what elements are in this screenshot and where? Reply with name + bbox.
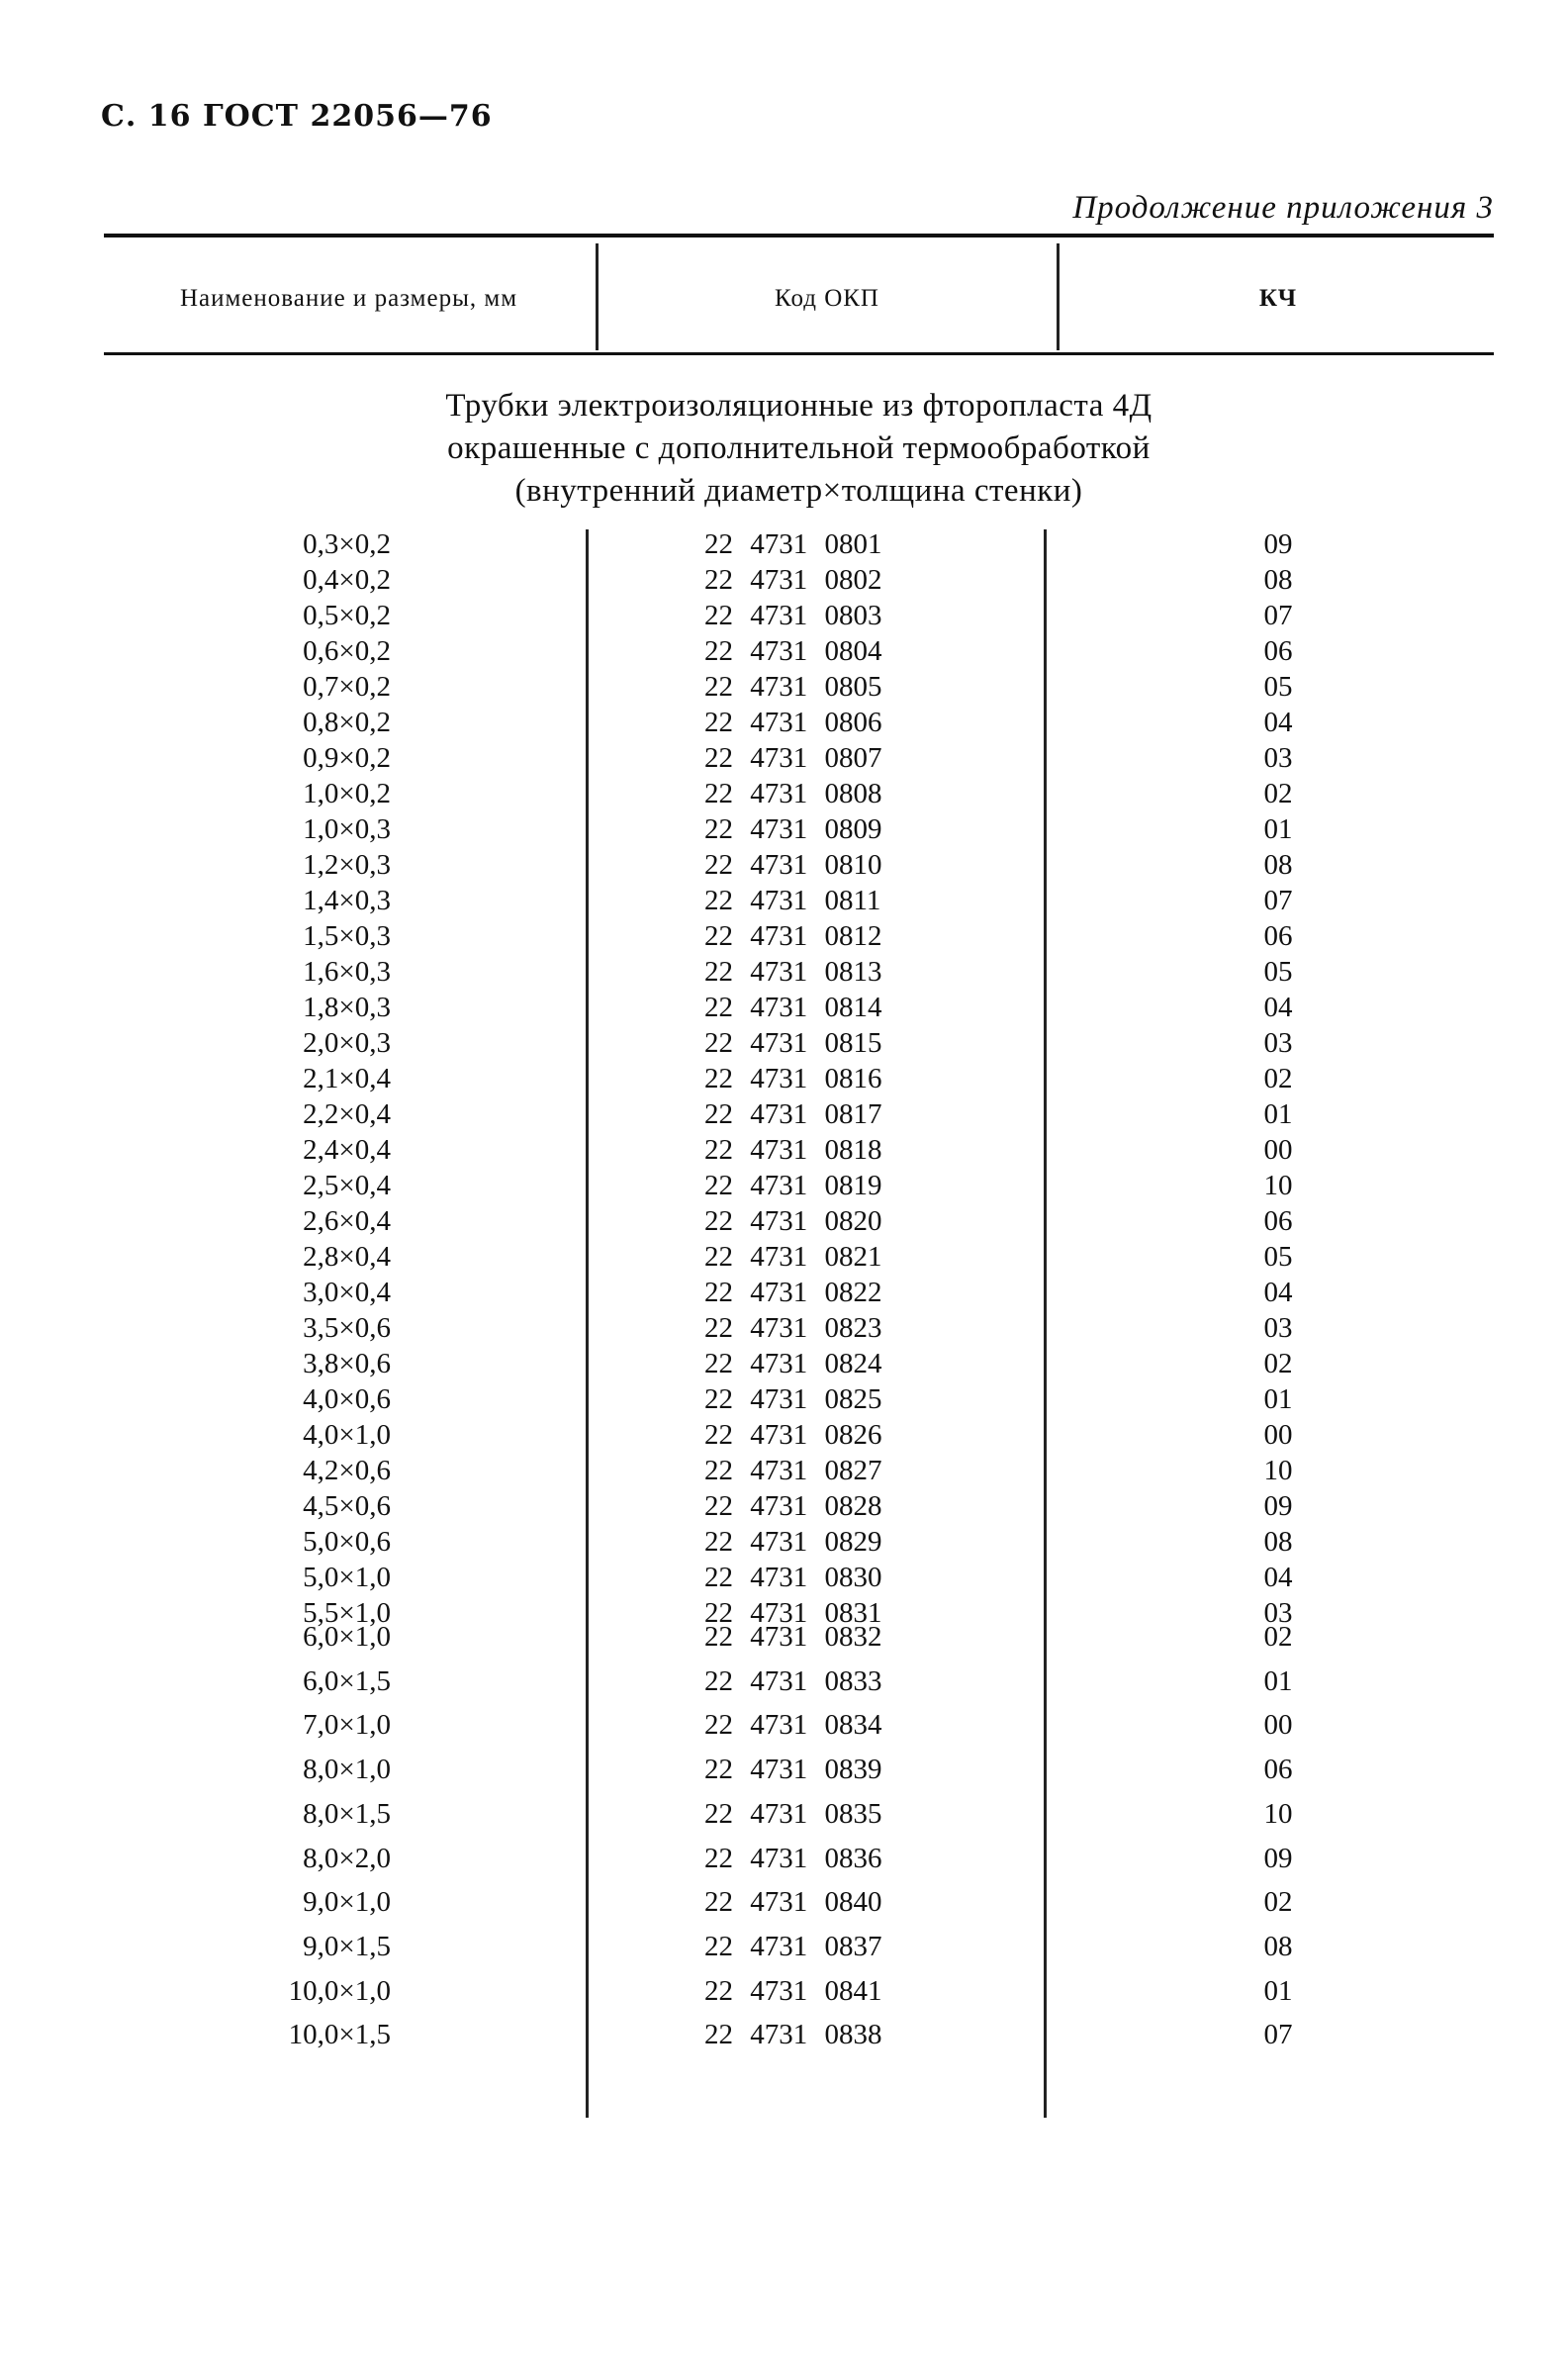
okp-code-cell: 22 4731 0830 [704, 1562, 882, 1593]
continuation-note: Продолжение приложения 3 [1072, 190, 1494, 226]
section-caption-line-3: (внутренний диаметр×толщина стенки) [514, 473, 1083, 509]
kch-cell: 10 [1263, 1797, 1293, 1830]
size-cell: 9,0×1,0 [303, 1886, 391, 1919]
kch-cell: 05 [1263, 671, 1293, 703]
kch-cell: 03 [1263, 1312, 1293, 1344]
size-cell: 8,0×2,0 [303, 1842, 391, 1874]
okp-code-cell: 22 4731 0816 [704, 1063, 882, 1094]
okp-code-cell: 22 4731 0833 [704, 1664, 882, 1697]
column-header-name: Наименование и размеры, мм [179, 285, 518, 312]
kch-cell: 06 [1263, 1754, 1293, 1786]
section-caption-line-2: окрашенные с дополнительной термообработкой [447, 430, 1151, 466]
okp-code-cell: 22 4731 0817 [704, 1098, 882, 1130]
kch-cell: 09 [1263, 528, 1293, 560]
size-cell: 4,0×1,0 [303, 1419, 391, 1451]
kch-cell: 08 [1263, 1930, 1293, 1962]
okp-code-cell: 22 4731 0832 [704, 1621, 882, 1653]
okp-code-cell: 22 4731 0828 [704, 1490, 882, 1522]
okp-code-cell: 22 4731 0803 [704, 600, 882, 631]
kch-cell: 06 [1263, 920, 1293, 952]
size-cell: 0,9×0,2 [303, 742, 391, 774]
size-cell: 1,4×0,3 [303, 885, 391, 916]
size-cell: 0,6×0,2 [303, 635, 391, 667]
size-cell: 2,4×0,4 [303, 1134, 391, 1166]
okp-code-cell: 22 4731 0811 [704, 885, 881, 916]
size-cell: 0,5×0,2 [303, 600, 391, 631]
size-cell: 1,0×0,3 [303, 813, 391, 845]
okp-code-cell: 22 4731 0829 [704, 1526, 882, 1558]
kch-cell: 02 [1263, 1886, 1293, 1919]
kch-cell: 00 [1263, 1134, 1293, 1166]
okp-code-cell: 22 4731 0818 [704, 1134, 882, 1166]
size-cell: 1,2×0,3 [303, 849, 391, 881]
okp-code-cell: 22 4731 0839 [704, 1754, 882, 1786]
okp-code-cell: 22 4731 0822 [704, 1277, 882, 1308]
size-cell: 2,8×0,4 [303, 1241, 391, 1273]
size-cell: 8,0×1,5 [303, 1797, 391, 1830]
size-cell: 0,7×0,2 [303, 671, 391, 703]
kch-cell: 01 [1263, 813, 1293, 845]
kch-cell: 00 [1263, 1419, 1293, 1451]
kch-cell: 01 [1263, 1098, 1293, 1130]
kch-cell: 04 [1263, 1277, 1293, 1308]
size-cell: 3,0×0,4 [303, 1277, 391, 1308]
okp-code-cell: 22 4731 0836 [704, 1842, 882, 1874]
okp-code-cell: 22 4731 0834 [704, 1709, 882, 1742]
kch-cell: 07 [1263, 885, 1293, 916]
kch-cell: 06 [1263, 1205, 1293, 1237]
body-divider-2 [1044, 529, 1047, 2118]
okp-code-cell: 22 4731 0806 [704, 707, 882, 738]
size-cell: 10,0×1,0 [288, 1974, 391, 2007]
kch-cell: 02 [1263, 1063, 1293, 1094]
header-divider-2 [1057, 243, 1060, 350]
size-cell: 6,0×1,5 [303, 1664, 391, 1697]
size-cell: 8,0×1,0 [303, 1754, 391, 1786]
kch-cell: 03 [1263, 1027, 1293, 1059]
kch-cell: 03 [1263, 1597, 1293, 1629]
okp-code-cell: 22 4731 0808 [704, 778, 882, 809]
body-divider-1 [586, 529, 589, 2118]
size-cell: 0,8×0,2 [303, 707, 391, 738]
okp-code-cell: 22 4731 0838 [704, 2019, 882, 2051]
okp-code-cell: 22 4731 0814 [704, 992, 882, 1023]
header-divider-1 [596, 243, 599, 350]
kch-cell: 08 [1263, 849, 1293, 881]
size-cell: 5,0×0,6 [303, 1526, 391, 1558]
size-cell: 2,6×0,4 [303, 1205, 391, 1237]
okp-code-cell: 22 4731 0841 [704, 1974, 882, 2007]
okp-code-cell: 22 4731 0820 [704, 1205, 882, 1237]
kch-cell: 07 [1263, 2019, 1293, 2051]
kch-cell: 02 [1263, 1348, 1293, 1379]
section-caption-line-1: Трубки электроизоляционные из фторопласта 4Д [445, 388, 1153, 424]
okp-code-cell: 22 4731 0823 [704, 1312, 882, 1344]
okp-code-cell: 22 4731 0804 [704, 635, 882, 667]
size-cell: 1,5×0,3 [303, 920, 391, 952]
kch-cell: 10 [1263, 1170, 1293, 1201]
size-cell: 1,8×0,3 [303, 992, 391, 1023]
size-cell: 10,0×1,5 [288, 2019, 391, 2051]
size-cell: 2,0×0,3 [303, 1027, 391, 1059]
kch-cell: 02 [1263, 778, 1293, 809]
column-header-okp-code: Код ОКП [775, 285, 879, 312]
okp-code-cell: 22 4731 0835 [704, 1797, 882, 1830]
kch-cell: 08 [1263, 564, 1293, 596]
kch-cell: 03 [1263, 742, 1293, 774]
size-cell: 6,0×1,0 [303, 1621, 391, 1653]
size-cell: 0,4×0,2 [303, 564, 391, 596]
size-cell: 1,0×0,2 [303, 778, 391, 809]
size-cell: 2,5×0,4 [303, 1170, 391, 1201]
size-cell: 5,5×1,0 [303, 1597, 391, 1629]
okp-code-cell: 22 4731 0837 [704, 1930, 882, 1962]
okp-code-cell: 22 4731 0831 [704, 1597, 882, 1629]
okp-code-cell: 22 4731 0827 [704, 1455, 882, 1486]
page-reference: С. 16 ГОСТ 22056—76 [101, 99, 493, 134]
okp-code-cell: 22 4731 0821 [704, 1241, 882, 1273]
kch-cell: 02 [1263, 1621, 1293, 1653]
okp-code-cell: 22 4731 0840 [704, 1886, 882, 1919]
okp-code-cell: 22 4731 0802 [704, 564, 882, 596]
okp-code-cell: 22 4731 0810 [704, 849, 882, 881]
kch-cell: 01 [1263, 1383, 1293, 1415]
okp-code-cell: 22 4731 0825 [704, 1383, 882, 1415]
size-cell: 3,8×0,6 [303, 1348, 391, 1379]
size-cell: 2,2×0,4 [303, 1098, 391, 1130]
okp-code-cell: 22 4731 0812 [704, 920, 882, 952]
kch-cell: 08 [1263, 1526, 1293, 1558]
size-cell: 2,1×0,4 [303, 1063, 391, 1094]
kch-cell: 04 [1263, 1562, 1293, 1593]
okp-code-cell: 22 4731 0813 [704, 956, 882, 988]
okp-code-cell: 22 4731 0801 [704, 528, 882, 560]
okp-code-cell: 22 4731 0809 [704, 813, 882, 845]
size-cell: 3,5×0,6 [303, 1312, 391, 1344]
kch-cell: 04 [1263, 707, 1293, 738]
kch-cell: 04 [1263, 992, 1293, 1023]
kch-cell: 07 [1263, 600, 1293, 631]
okp-code-cell: 22 4731 0824 [704, 1348, 882, 1379]
size-cell: 4,5×0,6 [303, 1490, 391, 1522]
kch-cell: 01 [1263, 1664, 1293, 1697]
size-cell: 5,0×1,0 [303, 1562, 391, 1593]
kch-cell: 01 [1263, 1974, 1293, 2007]
kch-cell: 10 [1263, 1455, 1293, 1486]
size-cell: 4,2×0,6 [303, 1455, 391, 1486]
kch-cell: 05 [1263, 1241, 1293, 1273]
size-cell: 1,6×0,3 [303, 956, 391, 988]
okp-code-cell: 22 4731 0819 [704, 1170, 882, 1201]
kch-cell: 09 [1263, 1490, 1293, 1522]
table-top-rule [104, 234, 1494, 237]
kch-cell: 06 [1263, 635, 1293, 667]
okp-code-cell: 22 4731 0815 [704, 1027, 882, 1059]
size-cell: 9,0×1,5 [303, 1930, 391, 1962]
okp-code-cell: 22 4731 0807 [704, 742, 882, 774]
okp-code-cell: 22 4731 0826 [704, 1419, 882, 1451]
size-cell: 4,0×0,6 [303, 1383, 391, 1415]
kch-cell: 05 [1263, 956, 1293, 988]
size-cell: 7,0×1,0 [303, 1709, 391, 1742]
okp-code-cell: 22 4731 0805 [704, 671, 882, 703]
column-header-kch: КЧ [1258, 285, 1298, 312]
size-cell: 0,3×0,2 [303, 528, 391, 560]
kch-cell: 09 [1263, 1842, 1293, 1874]
table-header-rule [104, 352, 1494, 355]
kch-cell: 00 [1263, 1709, 1293, 1742]
